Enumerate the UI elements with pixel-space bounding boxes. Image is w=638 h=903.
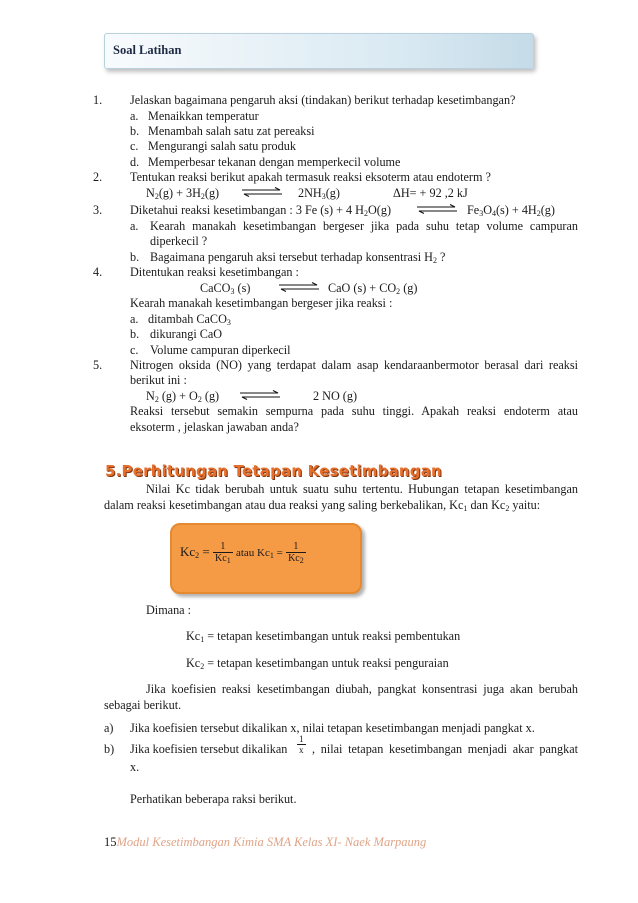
rule-a-text: Jika koefisien tersebut dikalikan x, nilai tetapan kesetimbangan menjadi pangkat x. bbox=[130, 721, 535, 735]
q1-item-a: Menaikkan temperatur bbox=[148, 109, 259, 123]
q1-item-c: Mengurangi salah satu produk bbox=[148, 139, 296, 153]
q3-rhs: $Fe_3O_4(s) + 4H_2(g)$ bbox=[467, 203, 555, 218]
definition-kc1: $Kc_1$ = tetapan kesetimbangan untuk reaksi pembentukan bbox=[186, 629, 461, 644]
rule-b-text3: x. bbox=[130, 760, 140, 774]
formula-num-2: 1 bbox=[286, 541, 306, 553]
q2-number: 2. bbox=[93, 170, 103, 184]
q2-rhs: $2NH_3(g)$ bbox=[298, 186, 340, 201]
page-number: 15 bbox=[104, 835, 117, 849]
q5-follow-line2: eksoterm , jelaskan jawaban anda? bbox=[130, 420, 299, 434]
q3-text: Diketahui reaksi kesetimbangan : 3 Fe (s) + 4 $H_2O(g)$ bbox=[130, 203, 391, 218]
q5-number: 5. bbox=[93, 358, 103, 372]
formula-kc2: $Kc_2$ = bbox=[180, 544, 210, 561]
q3-number: 3. bbox=[93, 203, 103, 217]
dimana-label: Dimana : bbox=[146, 603, 192, 617]
q4-text: Ditentukan reaksi kesetimbangan : bbox=[130, 265, 299, 279]
section-heading: 5.Perhitungan Tetapan Kesetimbangan bbox=[105, 462, 442, 480]
formula-fraction-1 bbox=[213, 541, 233, 566]
q3-item-b-label: b. bbox=[130, 250, 140, 264]
rule-b-frac-den: x bbox=[299, 745, 304, 755]
equilibrium-arrow-icon bbox=[277, 282, 321, 292]
q4-item-a-label: a. bbox=[130, 312, 139, 326]
q5-lhs: $N_2$ $(g) + O_2$ (g) bbox=[146, 389, 220, 404]
q4-item-b: dikurangi CaO bbox=[150, 327, 223, 341]
formula-box bbox=[170, 523, 362, 594]
q1-item-c-label: c. bbox=[130, 139, 139, 153]
footer bbox=[104, 835, 426, 850]
q1-item-a-label: a. bbox=[130, 109, 139, 123]
q1-item-d-label: d. bbox=[130, 155, 140, 169]
formula-fraction-2 bbox=[286, 541, 306, 566]
closing-text: Perhatikan beberapa raksi berikut. bbox=[130, 792, 297, 806]
q4-lhs: CaCO$_3$ (s) bbox=[200, 281, 251, 296]
q5-follow-line1: Reaksi tersebut semakin sempurna pada suhu tinggi. Apakah reaksi endoterm atau bbox=[130, 404, 578, 418]
formula-mid: atau $Kc_1$ = bbox=[235, 547, 283, 561]
para2-line1: Jika koefisien reaksi kesetimbangan diubah, pangkat konsentrasi juga akan berubah bbox=[146, 682, 578, 696]
equilibrium-arrow-icon bbox=[238, 390, 282, 400]
q3-item-b: Bagaimana pengaruh aksi tersebut terhadap konsentrasi $H_2$ ? bbox=[150, 250, 446, 265]
rule-b-label: b) bbox=[104, 742, 115, 756]
section-banner bbox=[104, 33, 534, 69]
q1-item-b: Menambah salah satu zat pereaksi bbox=[148, 124, 315, 138]
q5-text-line2: berikut ini : bbox=[130, 373, 187, 387]
q5-text-line1: Nitrogen oksida (NO) yang terdapat dalam asap kendaraanbermotor berasal dari reaksi bbox=[130, 358, 578, 372]
para2-line2: sebagai berikut. bbox=[104, 698, 182, 712]
rule-b-text1: Jika koefisien tersebut dikalikan bbox=[130, 742, 288, 756]
rule-b-fraction bbox=[297, 734, 306, 755]
para1-line1: Nilai Kc tidak berubah untuk suatu suhu tertentu. Hubungan tetapan kesetimbangan bbox=[146, 482, 578, 496]
q3-item-a-line1: Kearah manakah kesetimbangan bergeser jika pada suhu tetap volume campuran bbox=[150, 219, 578, 233]
rule-b-frac-num: 1 bbox=[299, 734, 304, 744]
q4-item-c: Volume campuran diperkecil bbox=[150, 343, 291, 357]
equilibrium-arrow-icon bbox=[415, 204, 459, 214]
q4-question: Kearah manakah kesetimbangan bergeser jika reaksi : bbox=[130, 296, 393, 310]
para1-line2: dalam reaksi kesetimbangan atau dua reaksi yang saling berkebalikan, $Kc_1$ dan $Kc_2$ yaitu: bbox=[104, 498, 541, 513]
q2-text: Tentukan reaksi berikut apakah termasuk reaksi eksoterm atau endoterm ? bbox=[130, 170, 491, 184]
rule-b-text2: , nilai tetapan kesetimbangan menjadi akar pangkat bbox=[312, 742, 578, 756]
q4-rhs: CaO $(s) + CO_2$ (g) bbox=[328, 281, 418, 296]
banner-title: Soal Latihan bbox=[113, 43, 182, 57]
q3-item-a-label: a. bbox=[130, 219, 139, 233]
q5-rhs: 2 NO (g) bbox=[313, 389, 358, 403]
q4-item-b-label: b. bbox=[130, 327, 140, 341]
equilibrium-arrow-icon bbox=[240, 187, 284, 197]
q4-number: 4. bbox=[93, 265, 103, 279]
rule-a-label: a) bbox=[104, 721, 114, 735]
q2-enthalpy: ΔH= + 92 ,2 kJ bbox=[393, 186, 468, 200]
q4-item-a: ditambah CaCO$_3$ bbox=[148, 312, 231, 327]
q1-item-d: Memperbesar tekanan dengan memperkecil volume bbox=[148, 155, 401, 169]
definition-kc2: $Kc_2$ = tetapan kesetimbangan untuk reaksi penguraian bbox=[186, 656, 449, 671]
formula-den-2: $Kc_2$ bbox=[288, 553, 304, 565]
footer-title: Modul Kesetimbangan Kimia SMA Kelas XI- Naek Marpaung bbox=[116, 835, 427, 849]
q1-text: Jelaskan bagaimana pengaruh aksi (tindakan) berikut terhadap kesetimbangan? bbox=[130, 93, 516, 107]
q1-number: 1. bbox=[93, 93, 103, 107]
formula-den-1: $Kc_1$ bbox=[215, 553, 231, 565]
q1-item-b-label: b. bbox=[130, 124, 140, 138]
q4-item-c-label: c. bbox=[130, 343, 139, 357]
q3-item-a-line2: diperkecil ? bbox=[150, 234, 208, 248]
formula-num-1: 1 bbox=[213, 541, 233, 553]
q2-lhs: $N_2(g) + 3H_2(g)$ bbox=[146, 186, 220, 201]
